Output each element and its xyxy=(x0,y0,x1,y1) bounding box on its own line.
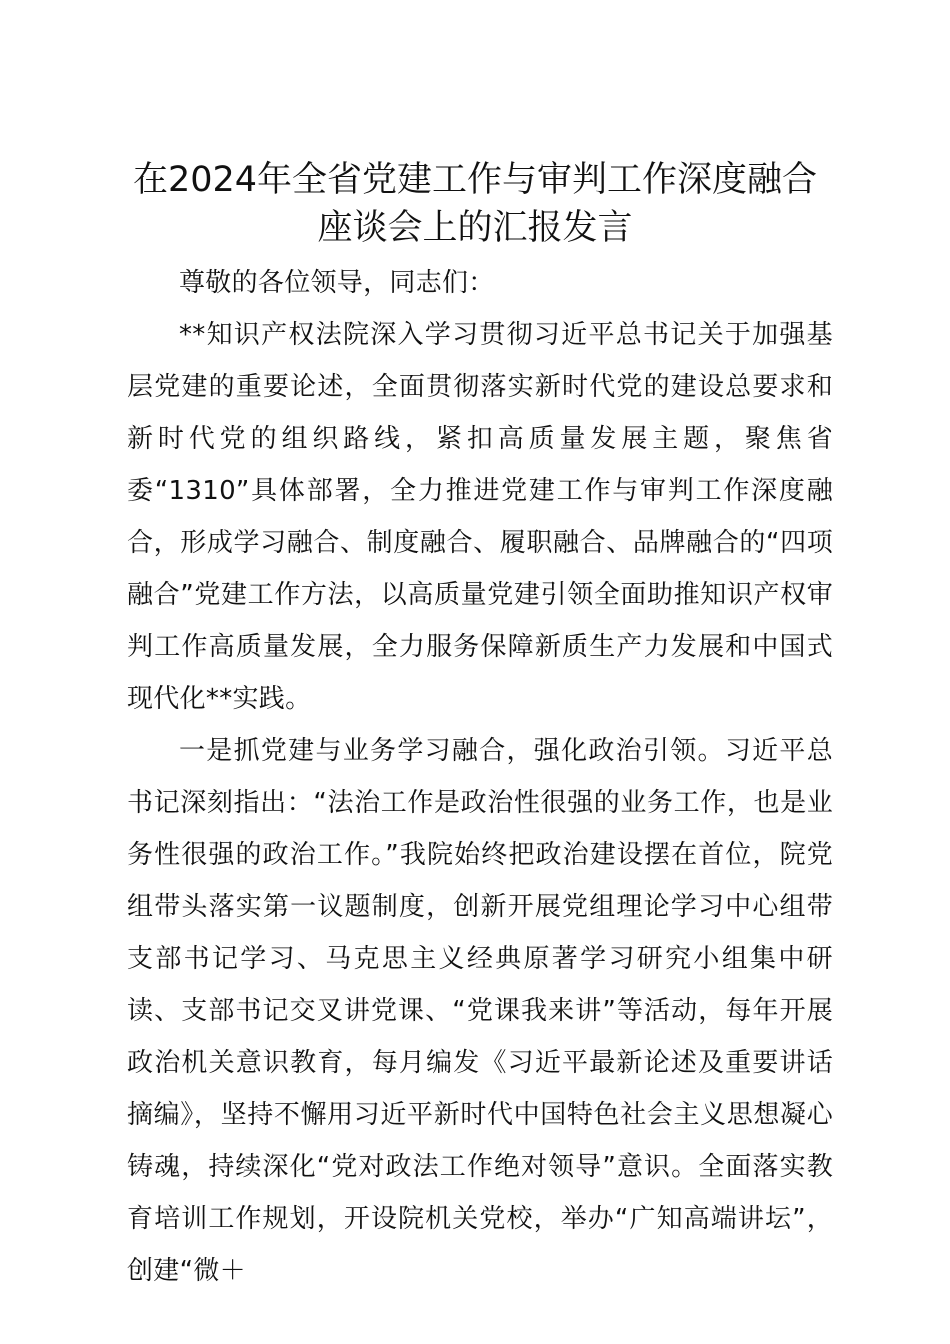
document-title-line-2: 座谈会上的汇报发言 xyxy=(317,208,633,248)
document-title-line-1: 在2024年全省党建工作与审判工作深度融合 xyxy=(132,160,818,200)
salutation: 尊敬的各位领导，同志们： xyxy=(179,268,495,298)
document-body xyxy=(127,257,833,1297)
paragraph-study-integration: 一是抓党建与业务学习融合，强化政治引领。习近平总书记深刻指出：“法治工作是政治性很强的业务工作，也是业务性很强的政治工作。”我院始终把政治建设摆在首位，院党组带头落实第一议题制度，创新开展党组理论学习中心组带支部书记学习、马克思主义经典原著学习研究小组集中研读、支部书记交叉讲党课、“党课我来讲”等活动，每年开展政治机关意识教育，每月编发《习近平最新论述及重要讲话摘编》，坚持不懈用习近平新时代中国特色社会主义思想凝心铸魂，持续深化“党对政法工作绝对领导”意识。全面落实教育培训工作规划，开设院机关党校，举办“广知高端讲坛”，创建“微＋ xyxy=(127,736,833,1286)
paragraph-intro: **知识产权法院深入学习贯彻习近平总书记关于加强基层党建的重要论述，全面贯彻落实新时代党的建设总要求和新时代党的组织路线，紧扣高质量发展主题，聚焦省委“1310”具体部署，全力推进党建工作与审判工作深度融合，形成学习融合、制度融合、履职融合、品牌融合的“四项融合”党建工作方法，以高质量党建引领全面助推知识产权审判工作高质量发展，全力服务保障新质生产力发展和中国式现代化**实践。 xyxy=(127,320,833,714)
